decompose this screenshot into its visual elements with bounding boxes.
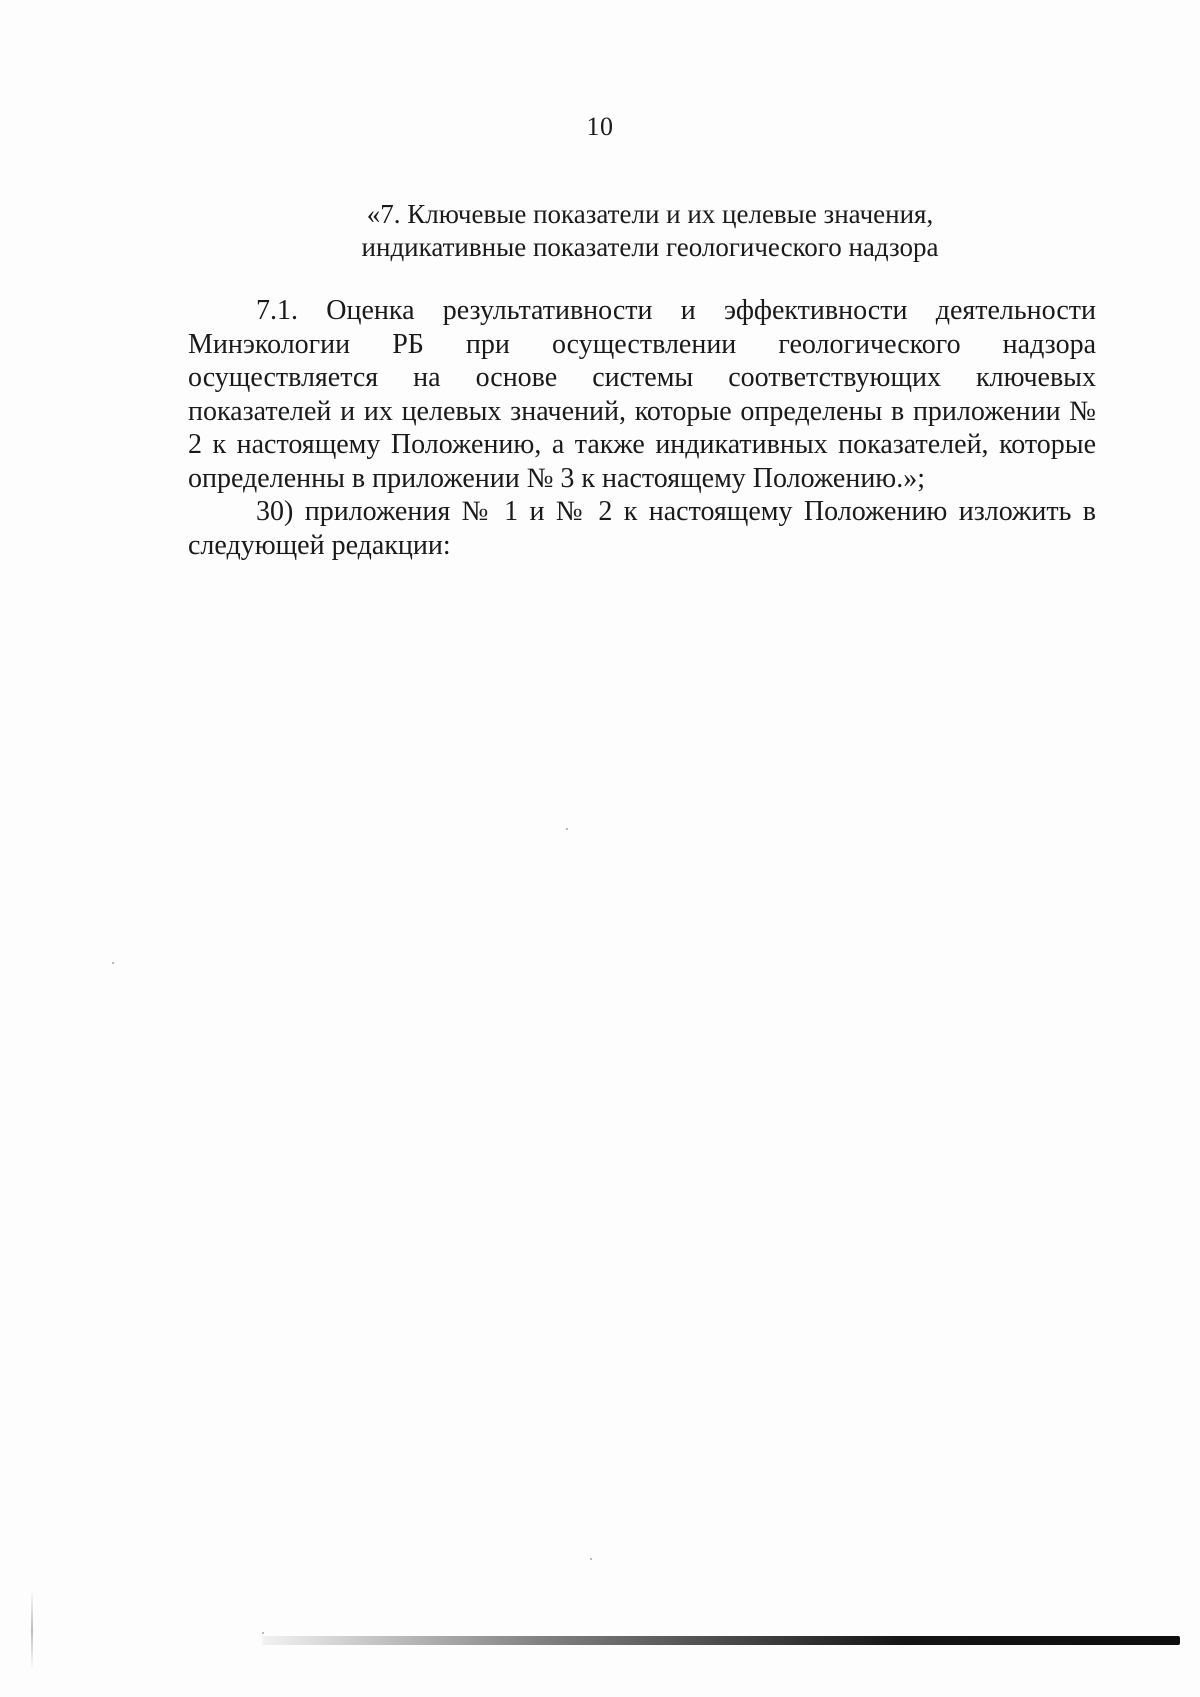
- scan-speck: [112, 962, 114, 964]
- scan-speck: [566, 828, 568, 830]
- scan-artifact-edge: [31, 1590, 33, 1670]
- scan-artifact-line: [262, 1636, 1180, 1645]
- scan-speck: [262, 1632, 264, 1634]
- section-title-line-2: индикативные показатели геологического надзора: [361, 232, 939, 262]
- page-number: 10: [586, 112, 614, 141]
- paragraph-7-1: 7.1. Оценка результативности и эффективности деятельности Минэкологии РБ при осуществлении геологического надзора осуществляется на основе системы соответствующих ключевых показателей и их целевых значений, которые определены в приложении № 2 к настоящему Положению, а также индикативных показателей, которые определенны в приложении № 3 к настоящему Положению.»;: [188, 295, 1096, 494]
- section-title-line-1: «7. Ключевые показатели и их целевые значения,: [366, 199, 934, 229]
- body-text: [188, 294, 1096, 562]
- paragraph-item-30: 30) приложения № 1 и № 2 к настоящему Положению изложить в следующей редакции:: [188, 496, 1096, 561]
- scan-speck: [590, 1558, 592, 1560]
- section-title: [290, 198, 1010, 264]
